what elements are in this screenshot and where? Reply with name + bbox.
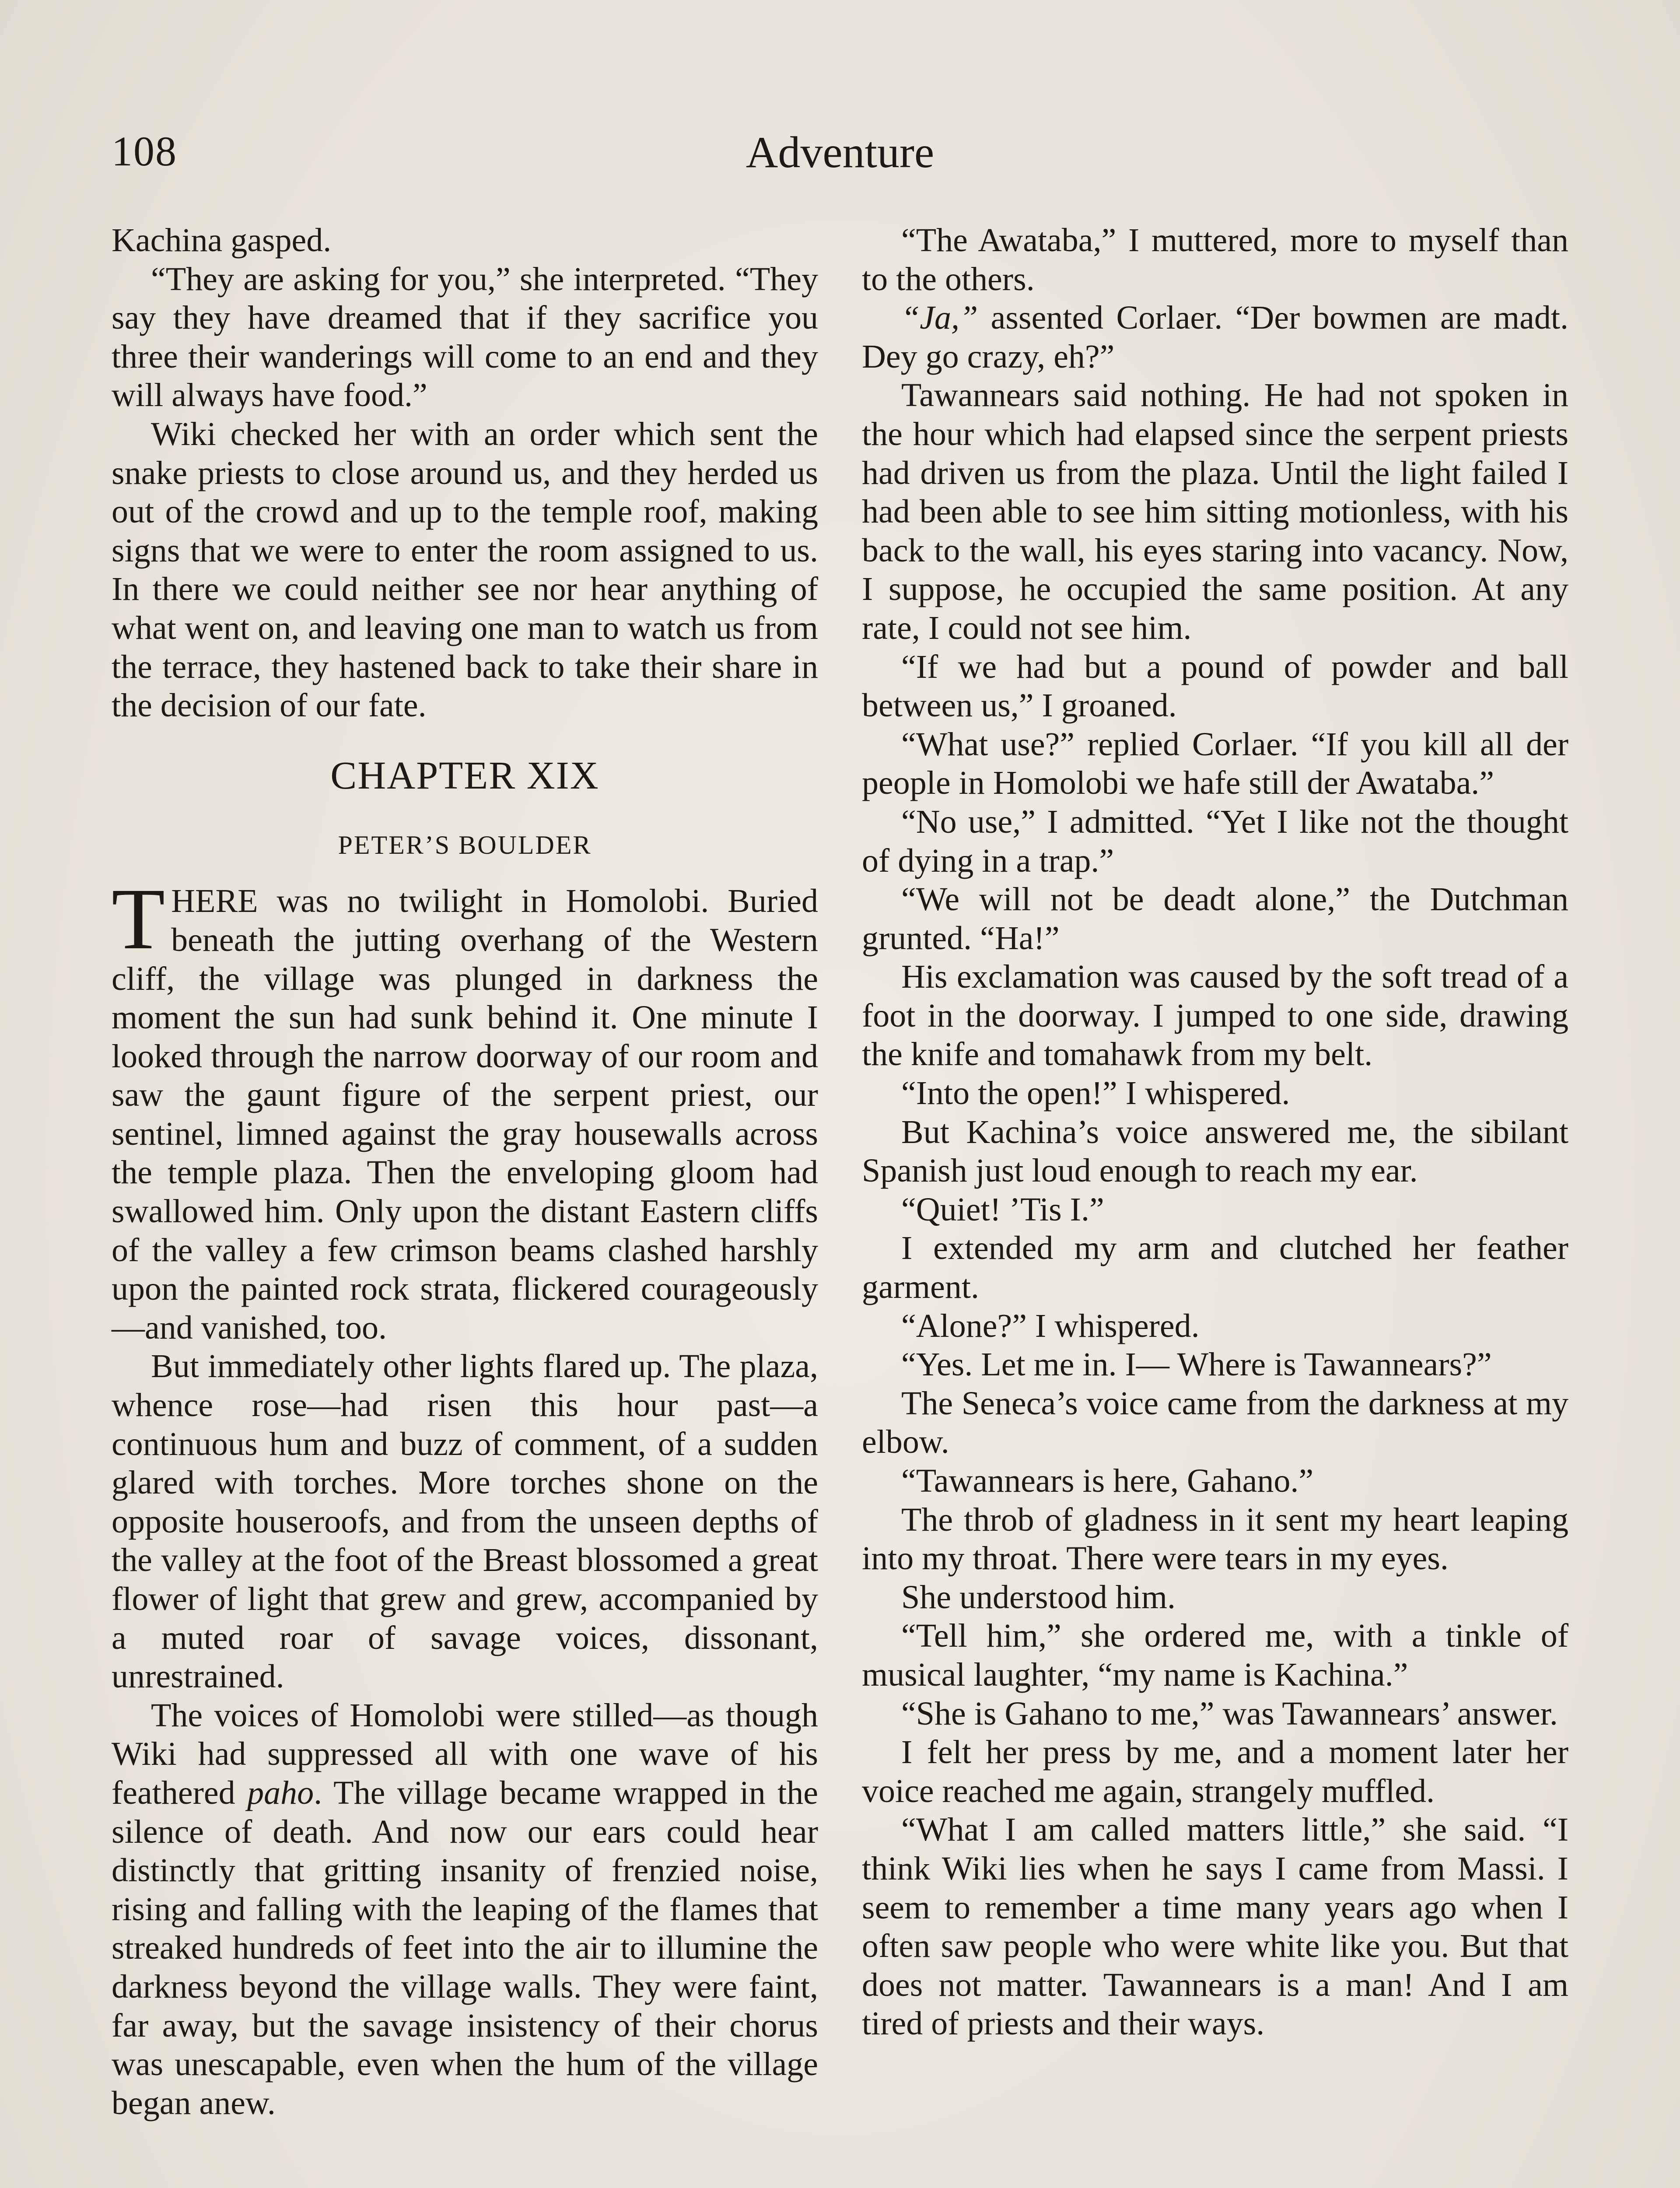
- paragraph: “Into the open!” I whispered.: [901, 1075, 1290, 1112]
- paragraph: The Seneca’s voice came from the darkness at my elbow.: [862, 1385, 1568, 1461]
- italic-word: paho: [247, 1774, 314, 1811]
- paragraph: I felt her press by me, and a moment later her voice reached me again, strangely muffled.: [862, 1734, 1568, 1809]
- right-column: [862, 221, 1568, 2043]
- paragraph: “The Awataba,” I muttered, more to myself than to the others.: [862, 222, 1568, 298]
- left-column: [112, 221, 818, 2122]
- paragraph: “Alone?” I whispered.: [901, 1307, 1200, 1344]
- paragraph: “Yes. Let me in. I— Where is Tawannears?”: [901, 1346, 1492, 1383]
- paragraph: “They are asking for you,” she interpreted. “They say they have dreamed that if they sacrifice you three their wanderings will come to an end and they will always have food.”: [112, 260, 818, 414]
- paragraph-text: . The village became wrapped in the silence of death. And now our ears could hear distinctly that gritting insanity of frenzied noise, rising and falling with the leaping of the flames that streaked hundreds of feet into the air to illumine the darkness beyond the village walls. They were faint, far away, but the savage insistency of their chorus was unescapable, even when the hum of the village began anew.: [112, 1774, 818, 2121]
- paragraph: Tawannears said nothing. He had not spoken in the hour which had elapsed since the serpent priests had driven us from the plaza. Until the light failed I had been able to see him sitting motionless, with his back to the wall, his eyes staring into vacancy. Now, I suppose, he occupied the same position. At any rate, I could not see him.: [862, 377, 1568, 646]
- first-paragraph-text: HERE was no twilight in Homolobi. Buried beneath the jutting overhang of the Western cliff, the village was plunged in darkness the moment the sun had sunk behind it. One minute I looked through the narrow doorway of our room and saw the gaunt figure of the serpent priest, our sentinel, limned against the gray housewalls across the temple plaza. Then the enveloping gloom had swallowed him. Only upon the distant Eastern cliffs of the valley a few crimson beams clashed harshly upon the painted rock strata, flickered courageously—and vanished, too.: [112, 883, 818, 1346]
- paragraph: But Kachina’s voice answered me, the sibilant Spanish just loud enough to reach my ear.: [862, 1113, 1568, 1189]
- paragraph: [112, 1696, 818, 2123]
- paragraph: [862, 298, 1568, 376]
- paragraph: “Tawannears is here, Gahano.”: [901, 1462, 1314, 1499]
- paragraph: Kachina gasped.: [112, 222, 332, 259]
- paragraph: “She is Gahano to me,” was Tawannears’ answer.: [901, 1695, 1558, 1732]
- chapter-first-paragraph: [112, 871, 818, 1347]
- paragraph: “We will not be deadt alone,” the Dutchman grunted. “Ha!”: [862, 881, 1568, 957]
- paragraph: His exclamation was caused by the soft tread of a foot in the doorway. I jumped to one side, drawing the knife and tomahawk from my belt.: [862, 958, 1568, 1073]
- italic-word: “Ja,”: [901, 299, 978, 337]
- running-title: Adventure: [746, 128, 934, 177]
- page-number: 108: [112, 128, 177, 175]
- paragraph: “What I am called matters little,” she said. “I think Wiki lies when he says I came from Massi. I seem to remember a time many years ago when I often saw people who were white like you. But that does not matter. Tawannears is a man! And I am tired of priests and their ways.: [862, 1811, 1568, 2042]
- drop-cap: T: [112, 871, 165, 968]
- paragraph: Wiki checked her with an order which sent the snake priests to close around us, and they herded us out of the crowd and up to the temple roof, making signs that we were to enter the room assigned to us. In there we could neither see nor hear anything of what went on, and leaving one man to watch us from the terrace, they hastened back to take their share in the decision of our fate.: [112, 415, 818, 724]
- paragraph: “Quiet! ’Tis I.”: [901, 1191, 1104, 1228]
- chapter-title: CHAPTER XIX: [330, 754, 599, 797]
- paragraph: “No use,” I admitted. “Yet I like not the thought of dying in a trap.”: [862, 803, 1568, 879]
- paragraph: She understood him.: [901, 1578, 1176, 1616]
- paragraph: I extended my arm and clutched her feather garment.: [862, 1230, 1568, 1306]
- paragraph-text: The voices of Homolobi were stilled—as though Wiki had suppressed all with one wave of his feathered: [112, 1697, 818, 1811]
- paragraph: “Tell him,” she ordered me, with a tinkle of musical laughter, “my name is Kachina.”: [862, 1617, 1568, 1693]
- page-header: [112, 127, 1568, 184]
- paragraph: The throb of gladness in it sent my heart leaping into my throat. There were tears in my eyes.: [862, 1501, 1568, 1577]
- paragraph: “What use?” replied Corlaer. “If you kill all der people in Homolobi we hafe still der Awataba.”: [862, 726, 1568, 802]
- paragraph-text: assented Corlaer. “Der bowmen are madt. Dey go crazy, eh?”: [862, 299, 1568, 375]
- paragraph: “If we had but a pound of powder and ball between us,” I groaned.: [862, 648, 1568, 724]
- paragraph: But immediately other lights flared up. The plaza, whence rose—had risen this hour past—a continuous hum and buzz of comment, of a sudden glared with torches. More torches shone on the opposite houseroofs, and from the unseen depths of the valley at the foot of the Breast blossomed a great flower of light that grew and grew, accompanied by a muted roar of savage voices, dissonant, unrestrained.: [112, 1348, 818, 1695]
- chapter-subtitle: PETER’S BOULDER: [338, 830, 592, 859]
